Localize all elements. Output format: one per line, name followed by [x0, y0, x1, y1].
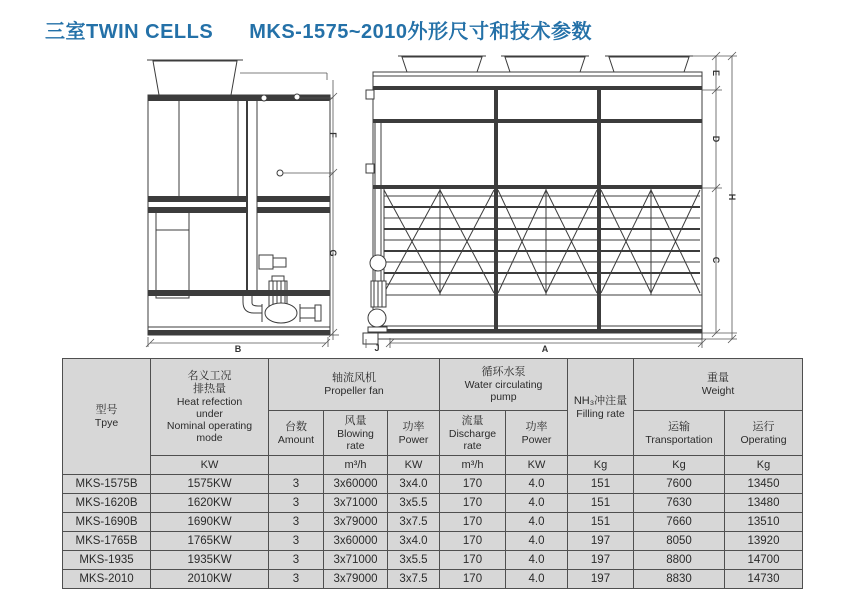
header-propeller-fan [269, 359, 440, 411]
header-fan-power [388, 411, 440, 456]
header-nh3-zh: NH₃冲注量 [573, 394, 628, 407]
header-nh3-en: Filling rate [576, 407, 625, 420]
cell-amount: 3 [269, 551, 324, 570]
unit-transport: Kg [634, 456, 725, 475]
header-pump-en1: Water circulating [464, 379, 543, 391]
cell-pump-power: 4.0 [506, 494, 568, 513]
unit-nh3: Kg [568, 456, 634, 475]
header-weight-en: Weight [701, 385, 735, 397]
header-heat-en3: Nominal operating [166, 420, 253, 432]
cell-fan-power: 3x7.5 [388, 513, 440, 532]
table-row [63, 532, 803, 551]
header-blowing-rate [324, 411, 388, 456]
unit-blowing: m³/h [324, 456, 388, 475]
header-heat-zh1: 名义工况 [187, 370, 232, 382]
header-heat-en1: Heat refection [176, 396, 243, 408]
cell-operating: 13510 [725, 513, 803, 532]
fan-cowl-icon [609, 57, 689, 72]
cell-blowing: 3x71000 [324, 494, 388, 513]
fan-cowl-icon [505, 57, 585, 72]
cell-blowing: 3x60000 [324, 532, 388, 551]
header-pump-power-en: Power [521, 433, 552, 446]
dim-label-f: F [328, 132, 338, 138]
header-fan-power-zh: 功率 [402, 420, 425, 433]
pipe-stub-icon [294, 94, 300, 100]
cell-pump-power: 4.0 [506, 551, 568, 570]
header-blowing-en2: rate [346, 439, 365, 452]
header-transport-en: Transportation [645, 433, 713, 446]
cell-model: MKS-1765B [63, 532, 151, 551]
dim-label-h: H [727, 193, 737, 201]
cell-discharge: 170 [440, 475, 506, 494]
cell-amount: 3 [269, 513, 324, 532]
unit-pump-power: KW [506, 456, 568, 475]
cell-discharge: 170 [440, 513, 506, 532]
fan-cowl-icon [402, 57, 482, 72]
unit-heat: KW [151, 456, 269, 475]
header-nh3-filling [568, 359, 634, 456]
header-operating-zh: 运行 [752, 420, 775, 433]
header-type-en: Tpye [94, 417, 119, 429]
cell-nh3: 197 [568, 551, 634, 570]
dim-label-c: C [711, 256, 721, 264]
cell-operating: 14700 [725, 551, 803, 570]
cell-discharge: 170 [440, 551, 506, 570]
cell-heat: 2010KW [151, 570, 269, 589]
pump-flange-icon [370, 255, 386, 271]
header-heat-en2: under [196, 408, 223, 420]
header-type [63, 359, 151, 475]
cell-nh3: 151 [568, 475, 634, 494]
header-amount [269, 411, 324, 456]
header-weight [634, 359, 803, 411]
cell-fan-power: 3x7.5 [388, 570, 440, 589]
cell-nh3: 197 [568, 532, 634, 551]
unit-row [63, 456, 803, 475]
header-discharge-rate [440, 411, 506, 456]
header-pump-en2: pump [490, 391, 517, 403]
header-blowing-zh: 风量 [344, 414, 367, 427]
header-discharge-zh: 流量 [461, 414, 484, 427]
header-amount-zh: 台数 [285, 420, 307, 433]
cell-amount: 3 [269, 475, 324, 494]
unit-operating: Kg [725, 456, 803, 475]
fan-cowl-icon [153, 61, 237, 95]
header-fan-power-en: Power [398, 433, 429, 446]
header-fan-zh: 轴流风机 [332, 372, 376, 384]
cell-transport: 8050 [634, 532, 725, 551]
cell-nh3: 151 [568, 494, 634, 513]
cell-nh3: 151 [568, 513, 634, 532]
cell-heat: 1575KW [151, 475, 269, 494]
header-operating-en: Operating [740, 433, 787, 446]
cell-blowing: 3x71000 [324, 551, 388, 570]
cell-transport: 8830 [634, 570, 725, 589]
header-type-zh: 型号 [95, 404, 118, 416]
dim-label-g: G [328, 249, 338, 257]
cell-pump-power: 4.0 [506, 532, 568, 551]
side-view [147, 60, 330, 335]
cell-transport: 7600 [634, 475, 725, 494]
table-row [63, 494, 803, 513]
table-row [63, 513, 803, 532]
dim-label-b: B [234, 344, 242, 354]
cell-pump-power: 4.0 [506, 513, 568, 532]
header-water-pump [440, 359, 568, 411]
header-fan-en: Propeller fan [324, 385, 384, 397]
dim-label-d: D [711, 135, 721, 143]
cell-blowing: 3x79000 [324, 513, 388, 532]
unit-amount [269, 456, 324, 475]
unit-fan-power: KW [388, 456, 440, 475]
cell-heat: 1935KW [151, 551, 269, 570]
cell-heat: 1620KW [151, 494, 269, 513]
cell-transport: 7630 [634, 494, 725, 513]
cell-operating: 13920 [725, 532, 803, 551]
dim-label-a: A [541, 344, 549, 354]
cell-model: MKS-1690B [63, 513, 151, 532]
cell-transport: 8800 [634, 551, 725, 570]
header-blowing-en1: Blowing [337, 427, 374, 440]
table-row [63, 570, 803, 589]
cell-amount: 3 [269, 532, 324, 551]
pipe-stub-icon [261, 95, 267, 101]
cell-model: MKS-1935 [63, 551, 151, 570]
header-operating [725, 411, 803, 456]
header-heat-en4: mode [196, 432, 223, 444]
table-row [63, 551, 803, 570]
pipe-stub-icon [277, 170, 283, 176]
cell-discharge: 170 [440, 570, 506, 589]
pump-volute-icon [265, 303, 297, 323]
cell-model: MKS-1620B [63, 494, 151, 513]
unit-discharge: m³/h [440, 456, 506, 475]
cell-fan-power: 3x4.0 [388, 475, 440, 494]
cell-pump-power: 4.0 [506, 475, 568, 494]
header-weight-zh: 重量 [707, 372, 729, 384]
cell-transport: 7660 [634, 513, 725, 532]
header-pump-power [506, 411, 568, 456]
cell-model: MKS-1575B [63, 475, 151, 494]
cell-blowing: 3x60000 [324, 475, 388, 494]
cell-heat: 1690KW [151, 513, 269, 532]
cell-blowing: 3x79000 [324, 570, 388, 589]
cell-model: MKS-2010 [63, 570, 151, 589]
header-pump-power-zh: 功率 [525, 420, 548, 433]
spec-table [62, 358, 803, 589]
cell-amount: 3 [269, 494, 324, 513]
page-title-right: MKS-1575~2010外形尺寸和技术参数 [249, 21, 592, 43]
header-transport-zh: 运输 [668, 420, 690, 433]
front-view [363, 56, 702, 344]
cell-operating: 13450 [725, 475, 803, 494]
cell-fan-power: 3x5.5 [388, 494, 440, 513]
cell-discharge: 170 [440, 494, 506, 513]
header-amount-en: Amount [277, 433, 315, 446]
dim-label-j: J [374, 343, 380, 353]
header-pump-zh: 循环水泵 [481, 366, 526, 378]
cell-operating: 14730 [725, 570, 803, 589]
cell-pump-power: 4.0 [506, 570, 568, 589]
dim-label-e: E [711, 69, 721, 77]
cell-nh3: 197 [568, 570, 634, 589]
cell-fan-power: 3x5.5 [388, 551, 440, 570]
cell-discharge: 170 [440, 532, 506, 551]
header-heat-zh2: 排热量 [193, 383, 226, 395]
cell-fan-power: 3x4.0 [388, 532, 440, 551]
pump-volute-icon [368, 309, 386, 327]
header-group-row [63, 359, 803, 411]
cell-heat: 1765KW [151, 532, 269, 551]
page-title-left: 三室TWIN CELLS [45, 21, 214, 43]
cell-operating: 13480 [725, 494, 803, 513]
header-discharge-en1: Discharge [448, 427, 497, 440]
header-discharge-en2: rate [463, 439, 482, 452]
table-row [63, 475, 803, 494]
header-transportation [634, 411, 725, 456]
header-heat-rejection [151, 359, 269, 456]
cell-amount: 3 [269, 570, 324, 589]
